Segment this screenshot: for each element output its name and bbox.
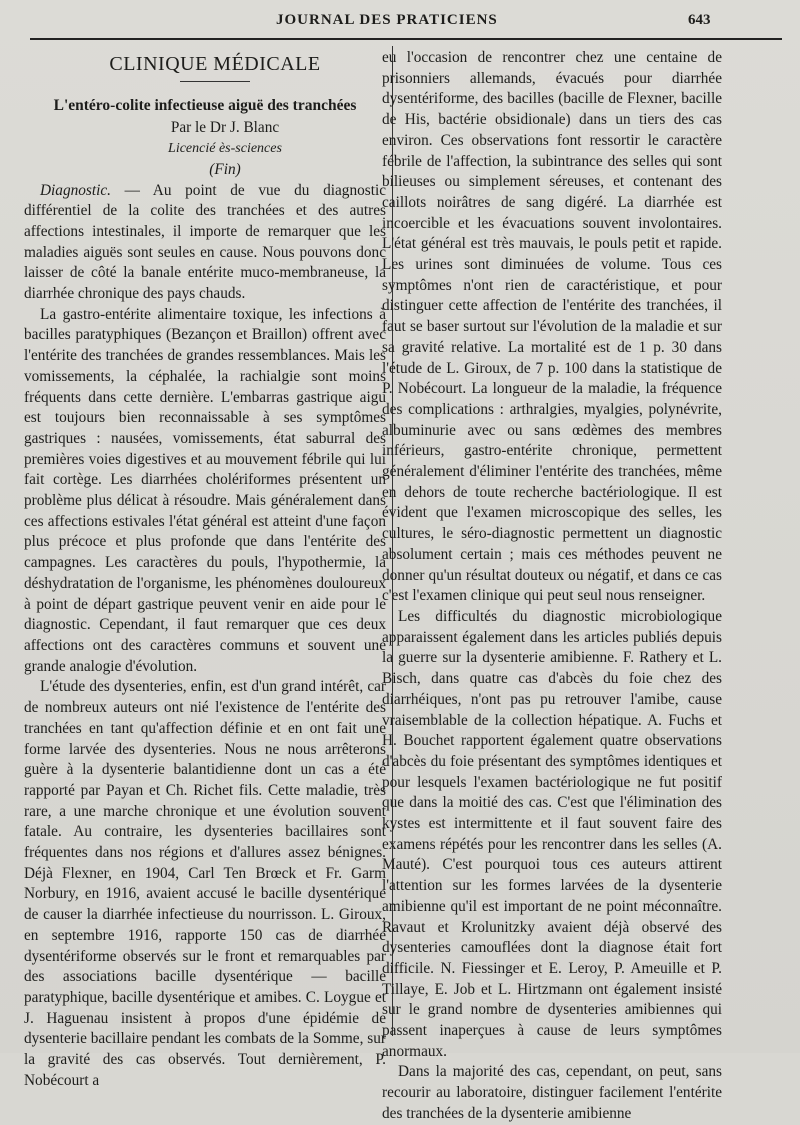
paragraph: Dans la majorité des cas, cependant, on peut, sans recourir au laboratoire, distinguer facilement l'entérite des tranchées de la dysenterie amibienne [382, 1063, 722, 1122]
running-head [0, 10, 800, 34]
author-credential: Licencié ès-sciences [168, 141, 282, 157]
paragraph: L'étude des dysenteries, enfin, est d'un grand intérêt, car de nombreux auteurs ont nié l'existence de l'entérite des tranchées en tant qu'affection définie et en ont fait une forme larvée des dysenteries. Nous ne nous arrêterons guère à la dysenterie balantidienne dont un cas a été rapporté par Payan et Ch. Richet fils. Cette maladie, très rare, a une marche chronique et une évolution souvent fatale. Au contraire, les dysenteries bacillaires sont fréquentes dans nos régions et d'allures assez bénignes. Déjà Flexner, en 1904, Carl Ten Brœck et Fr. Garm Norbury, en 1916, avaient accusé le bacille dysentérique de causer la diarrhée infectieuse du nourrisson. L. Giroux, en septembre 1916, rapporte 150 cas de diarrhée dysentériforme observés sur le front et remarquables par des associations bacille dysentérique — bacille paratyphique, bacille dysentérique et amibes. C. Loygue et J. Haguenau insistent à propos d'une épidémie de dysenterie bacillaire pendant les combats de la Somme, sur la gravité des cas observés. Tout dernièrement, P. Nobécourt a [24, 678, 386, 1089]
continuation-note: (Fin) [209, 160, 241, 178]
byline: Par le Dr J. Blanc [170, 119, 280, 137]
paragraph: Les difficultés du diagnostic microbiologique apparaissent également dans les articles publiés depuis la guerre sur la dysenterie amibienne. F. Rathery et L. Bisch, dans quatre cas d'abcès du foie chez des diarrhéiques, n'ont pas pu retrouver l'amibe, cause vraisemblable de la collection hépatique. A. Fuchs et H. Bouchet rapportent également quatre observations d'abcès du foie présentant des symptômes identiques et pour lesquels l'examen bactériologique ne fut positif que dans la moitié des cas. C'est que l'élimination des kystes est intermittente et il faut souvent faire des examens répétés pour les rencontrer dans les selles (A. Mauté). C'est pourquoi tous ces auteurs attirent l'attention sur les formes larvées de la dysenterie amibienne qu'il est important de ne point méconnaître. Ravaut et Krolunitzky avaient déjà observé des dysenteries camouflées dont la diagnose était fort difficile. N. Fiessinger et E. Leroy, P. Ameuille et P. Tillaye, E. Job et L. Hirtzmann ont également insisté sur le grand nombre de dysenteries amibiennes qui passent inaperçues à cause de leurs symptômes anormaux. [382, 607, 722, 1060]
article-title: L'entéro-colite infectieuse aiguë des tranchées [53, 96, 357, 114]
section-title-rule [180, 81, 250, 82]
diagnostic-label: Diagnostic. [40, 181, 111, 199]
paragraph: eu l'occasion de rencontrer chez une centaine de prisonniers allemands, évacués pour diarrhée dysentériforme, des bacilles (bacille de Flexner, bacille de His, bactérie obsidionale) dans un tiers des cas environ. Ces observations font ressortir le caractère fébrile de l'affection, la subintrance des selles qui sont bilieuses ou simplement séreuses, et contenant des caillots noirâtres de sang digéré. La diarrhée est incoercible et les évacuations souvent involontaires. L'état général est très mauvais, le pouls petit et rapide. Les urines sont diminuées de volume. Tous ces symptômes n'ont rien de caractéristique, et pour distinguer cette affection de l'entérite des tranchées, il faut se baser surtout sur l'évolution de la maladie et sur sa gravité relative. La mortalité est de 1 p. 30 dans l'étude de L. Giroux, de 7 p. 100 dans la statistique de P. Nobécourt. La longueur de la maladie, la fréquence des complications : arthralgies, myalgies, polynévrite, albuminurie avec ou sans œdèmes des membres inférieurs, gastro-entérite chronique, permettent généralement d'éliminer l'entérite des tranchées, même en dehors de toute recherche bactériologique. Il est évident que l'examen microscopique des selles, les cultures, le séro-diagnostic permettent un diagnostic absolument certain ; mais ces méthodes peuvent ne donner qu'un résultat douteux ou négatif, et dans ce cas c'est l'examen clinique qui peut seul nous renseigner. [382, 49, 722, 605]
right-column [382, 48, 722, 1125]
header-rule [30, 38, 782, 40]
page-number: 643 [688, 12, 711, 28]
section-title: CLINIQUE MÉDICALE [109, 53, 321, 75]
journal-title: JOURNAL DES PRATICIENS [276, 12, 498, 28]
paragraph [24, 181, 386, 305]
paragraph-text: — Au point de vue du diagnostic différentiel de la colite des tranchées et des autres affections intestinales, il importe de remarquer que les maladies aiguës sont seules en cause. Nous pouvons donc laisser de côté la banale entérite muco-membraneuse, la diarrhée chronique des pays chauds. [24, 181, 386, 303]
paragraph: La gastro-entérite alimentaire toxique, les infections à bacilles paratyphiques (Bezançon et Braillon) offrent avec l'entérite des tranchées de grandes ressemblances. Mais les vomissements, la céphalée, la rachialgie sont moins fréquents dans cette dernière. L'embarras gastrique aigu est toujours bien reconnaissable à ses symptômes gastriques : nausées, vomissements, état saburral des premières voies digestives et au mouvement fébrile qui lui fait cortège. Les diarrhées cholériformes présentent un problème plus délicat à résoudre. Mais généralement dans ces affections estivales l'état général est atteint d'une façon plus précoce et plus profonde que dans l'entérite des campagnes. Les caractères du pouls, l'hypothermie, la déshydratation de l'organisme, les phénomènes douloureux à point de départ gastrique peuvent venir en aide pour le diagnostic. Cependant, il faut remarquer que ces deux affections ont des caractères communs et souvent une grande analogie d'évolution. [24, 305, 386, 675]
left-column [24, 52, 386, 1091]
